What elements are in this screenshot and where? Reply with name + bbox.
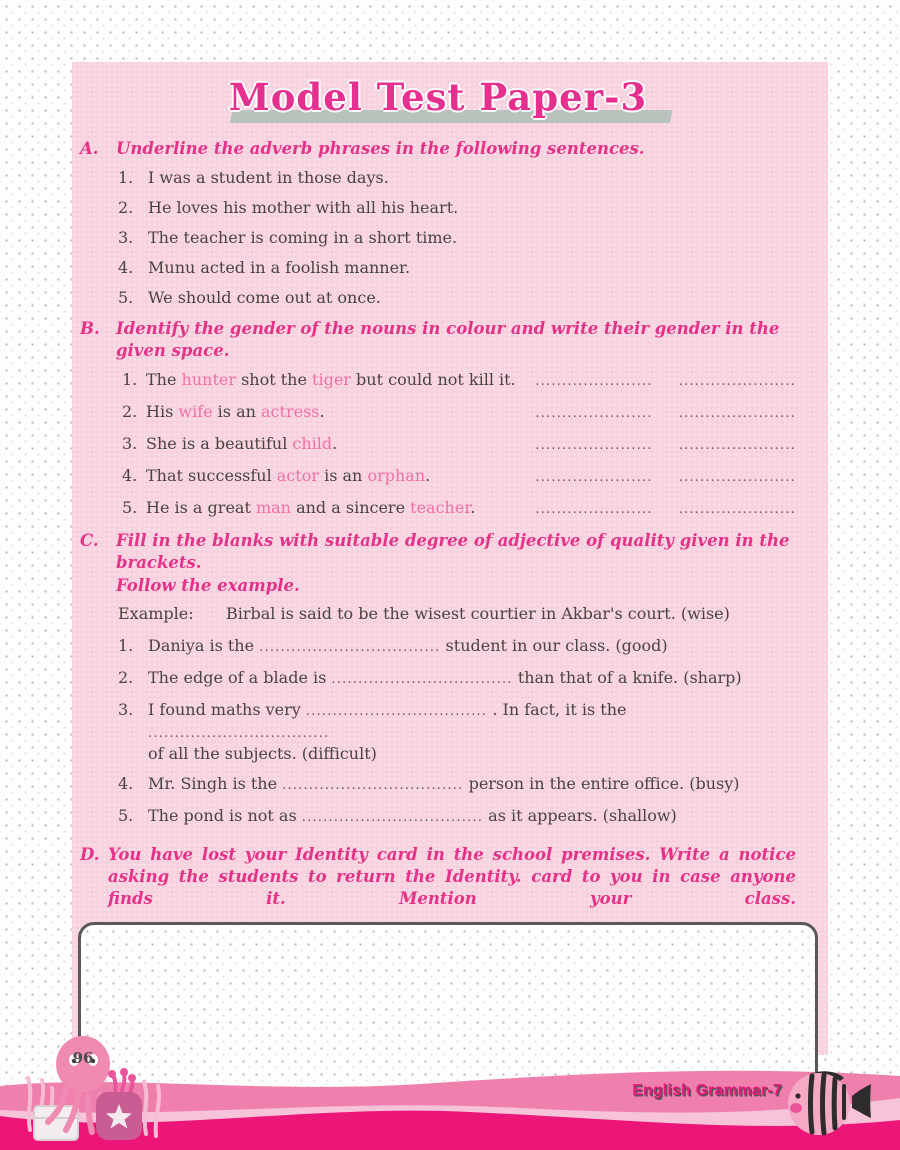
answer-blank: ...................... (678, 502, 796, 517)
item-text: The teacher is coming in a short time. (148, 228, 458, 247)
section-c-heading-text: Fill in the blanks with suitable degree of adjective of quality given in the brackets. (116, 531, 790, 572)
list-item (80, 258, 796, 278)
section-a-items (80, 168, 796, 308)
text-segment: than that of a knife. (sharp) (512, 668, 742, 687)
item-number: 4. (118, 774, 134, 793)
item-text (146, 498, 475, 518)
section-b-label: B. (80, 319, 100, 338)
answer-blank: ...................... (678, 470, 796, 485)
item-number: 3. (118, 700, 134, 719)
colour-noun: orphan (367, 466, 426, 485)
item-number: 4. (122, 466, 138, 485)
item-text (148, 636, 796, 658)
fish-icon (774, 1066, 874, 1140)
text-segment: as it appears. (shallow) (483, 806, 677, 825)
text-segment: The edge of a blade is (148, 668, 332, 687)
page-number: 96 (72, 1049, 94, 1067)
answer-blank: ...................... (535, 438, 653, 453)
item-number: 5. (118, 288, 134, 307)
colour-noun: hunter (181, 370, 236, 389)
text-segment: I found maths very (148, 700, 306, 719)
list-item (80, 466, 796, 488)
text-segment: . (425, 466, 431, 485)
section-d-label: D. (80, 845, 100, 864)
text-segment: person in the entire office. (busy) (463, 774, 740, 793)
section-b-items (80, 370, 796, 520)
answer-blank: .................................. (301, 810, 484, 825)
item-text: Munu acted in a foolish manner. (148, 258, 411, 277)
answer-blank: ...................... (535, 406, 653, 421)
answer-blank: .................................. (305, 704, 488, 719)
text-segment: of all the subjects. (difficult) (148, 744, 377, 763)
answer-blank: ...................... (678, 374, 796, 389)
example-label: Example: (118, 604, 194, 623)
text-segment: is an (319, 466, 368, 485)
item-text (148, 700, 796, 764)
colour-noun: actress (261, 402, 320, 421)
answer-blank: ...................... (535, 374, 653, 389)
item-text (148, 668, 796, 690)
colour-noun: tiger (312, 370, 351, 389)
list-item (80, 806, 796, 828)
list-item (80, 168, 796, 188)
text-segment: and a sincere (290, 498, 411, 517)
section-c-items (80, 636, 796, 828)
answer-blank: .................................. (282, 778, 464, 793)
list-item (80, 498, 796, 520)
text-segment: is an (212, 402, 262, 421)
colour-noun: teacher (410, 498, 471, 517)
text-segment: Daniya is the (148, 636, 260, 655)
item-text: We should come out at once. (148, 288, 381, 307)
section-d-heading (80, 844, 796, 910)
list-item (80, 700, 796, 764)
text-segment: shot the (236, 370, 313, 389)
text-segment: . (332, 434, 338, 453)
answer-blank: .................................. (331, 672, 513, 687)
title-block (80, 72, 796, 124)
example-row (118, 604, 796, 624)
text-segment: student in our class. (good) (440, 636, 668, 655)
item-number: 3. (118, 228, 134, 247)
text-segment: Mr. Singh is the (148, 774, 283, 793)
item-text (148, 806, 796, 828)
section-d-heading-text: You have lost your Identity card in the school premises. Write a notice asking the students to return the Identity. card to you in case anyone finds it. Mention your class. (108, 845, 796, 908)
page-title: Model Test Paper-3 (228, 75, 648, 119)
text-segment: She is a beautiful (146, 434, 293, 453)
text-segment: The pond is not as (148, 806, 302, 825)
item-text (148, 774, 796, 796)
item-text: He loves his mother with all his heart. (148, 198, 459, 217)
text-segment: . (319, 402, 325, 421)
list-item (80, 668, 796, 690)
book-series-label: English Grammar-7 (632, 1082, 782, 1099)
item-text (146, 370, 516, 390)
list-item (80, 636, 796, 658)
octopus-illustration (8, 1030, 188, 1148)
text-segment: but could not kill it. (350, 370, 516, 389)
text-segment: His (146, 402, 179, 421)
colour-noun: child (292, 434, 333, 453)
text-segment: That successful (146, 466, 277, 485)
answer-blank: .................................. (259, 640, 441, 655)
list-item (80, 370, 796, 392)
list-item (80, 434, 796, 456)
answer-blank: .................................. (148, 726, 330, 741)
section-b-heading-text: Identify the gender of the nouns in colour and write their gender in the given space. (116, 319, 780, 360)
item-text (146, 466, 430, 486)
item-number: 1. (118, 168, 134, 187)
answer-blank: ...................... (678, 406, 796, 421)
item-number: 2. (118, 668, 134, 687)
item-number: 4. (118, 258, 134, 277)
colour-noun: man (255, 498, 291, 517)
section-a-label: A. (80, 139, 99, 158)
item-number: 1. (118, 636, 134, 655)
item-number: 5. (118, 806, 134, 825)
section-c-heading (80, 530, 796, 574)
list-item (80, 774, 796, 796)
list-item (80, 228, 796, 248)
item-text: I was a student in those days. (148, 168, 389, 187)
item-number: 5. (122, 498, 138, 517)
list-item (80, 198, 796, 218)
worksheet-panel (72, 62, 828, 1055)
answer-blank: ...................... (535, 502, 653, 517)
list-item (80, 402, 796, 424)
text-segment: . (470, 498, 476, 517)
answer-blank: ...................... (678, 438, 796, 453)
item-text (146, 434, 337, 454)
star-badge-icon (96, 1092, 142, 1140)
section-a-heading (80, 138, 796, 160)
item-number: 2. (118, 198, 134, 217)
section-c-heading-line2: Follow the example. (116, 576, 300, 595)
item-text (146, 402, 325, 422)
example-text: Birbal is said to be the wisest courtier in Akbar's court. (wise) (226, 604, 730, 623)
text-segment: He is a great (146, 498, 256, 517)
colour-noun: actor (276, 466, 320, 485)
text-segment: . In fact, it is the (487, 700, 627, 719)
item-number: 3. (122, 434, 138, 453)
item-number: 2. (122, 402, 138, 421)
item-number: 1. (122, 370, 138, 389)
text-segment: The (146, 370, 182, 389)
list-item (80, 288, 796, 308)
colour-noun: wife (178, 402, 213, 421)
answer-blank: ...................... (535, 470, 653, 485)
section-b-heading (80, 318, 796, 362)
section-a-heading-text: Underline the adverb phrases in the following sentences. (116, 139, 645, 158)
section-c-label: C. (80, 531, 99, 550)
